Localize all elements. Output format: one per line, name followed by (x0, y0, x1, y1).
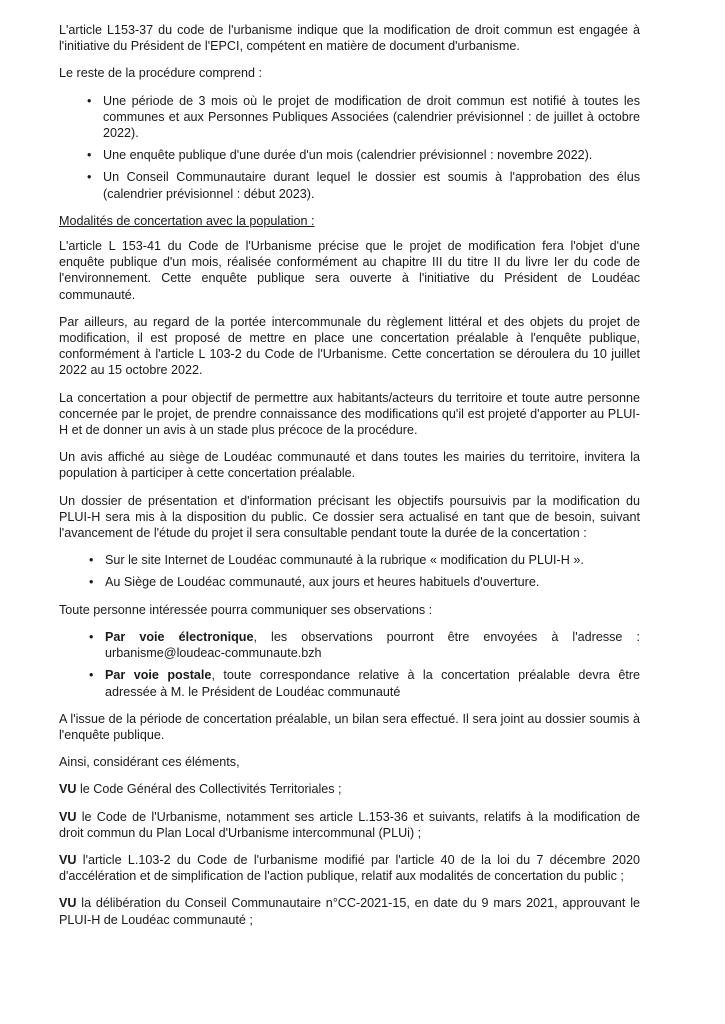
list-item (59, 629, 640, 661)
list-text: , toute correspondance relative à la concertation préalable devra être adressée à M. le Président de Loudéac communauté (105, 668, 641, 699)
observation-list (59, 629, 640, 700)
paragraph: Par ailleurs, au regard de la portée intercommunale du règlement littéral et des objets du projet de modification, il est proposé de mettre en place une concertation préalable à l'enquête publique, conformément à l'article L 103-2 du Code de l'Urbanisme. Cette concertation se déroulera du 10 juillet 2022 au 15 octobre 2022. (59, 314, 640, 378)
consultation-list (59, 552, 640, 590)
vu-clause (59, 809, 640, 841)
vu-text: l'article L.103-2 du Code de l'urbanisme modifié par l'article 40 de la loi du 7 décembre 2020 d'accélération et de simplification de l'action publique, relatif aux modalités de concertation du public ; (59, 852, 640, 884)
paragraph: Un dossier de présentation et d'information précisant les objectifs poursuivis par la modification du PLUI-H sera mis à la disposition du public. Ce dossier sera actualisé en tant que de besoin, suivant l'avancement de l'étude du projet il sera consultable pendant toute la durée de la concertation : (59, 493, 640, 541)
vu-text: la délibération du Conseil Communautaire n°CC-2021-15, en date du 9 mars 2021, approuvant le PLUI-H de Loudéac communauté ; (59, 896, 640, 927)
list-item: • Sur le site Internet de Loudéac communauté à la rubrique « modification du PLUI-H ». (59, 552, 640, 568)
vu-label: VU (59, 896, 77, 911)
paragraph: Le reste de la procédure comprend : (59, 66, 263, 81)
vu-label: VU (59, 809, 77, 824)
paragraph: La concertation a pour objectif de permettre aux habitants/acteurs du territoire et toute autre personne concernée par le projet, de prendre connaissance des modifications qu'il est projeté d'apporter au PLUI-H et de donner un avis à un stade plus précoce de la procédure. (59, 390, 640, 438)
paragraph: Un avis affiché au siège de Loudéac communauté et dans toutes les mairies du territoire, invitera la population à participer à cette concertation préalable. (59, 450, 640, 481)
paragraph: Ainsi, considérant ces éléments, (59, 755, 240, 770)
vu-text: le Code de l'Urbanisme, notamment ses article L.153-36 et suivants, relatifs à la modification de droit commun du Plan Local d'Urbanisme intercommunal (PLUi) ; (59, 809, 640, 840)
vu-clause (59, 781, 640, 797)
vu-label: VU (59, 782, 77, 797)
vu-text: le Code Général des Collectivités Territoriales ; (76, 782, 342, 797)
list-item: • Une période de 3 mois où le projet de modification de droit commun est notifié à toutes les communes et aux Personnes Publiques Associées (calendrier prévisionnel : de juillet à octobre 2022). (59, 93, 640, 142)
list-text: , les observations pourront être envoyées à l'adresse : urbanisme@loudeac-communaute.bzh (105, 629, 640, 661)
list-item: • Au Siège de Loudéac communauté, aux jours et heures habituels d'ouverture. (59, 574, 640, 590)
vu-clause (59, 895, 640, 927)
procedure-list (59, 93, 640, 202)
paragraph: L'article L153-37 du code de l'urbanisme indique que la modification de droit commun est engagée à l'initiative du Président de l'EPCI, compétent en matière de document d'urbanisme. (59, 23, 640, 54)
list-item: • Une enquête publique d'une durée d'un mois (calendrier prévisionnel : novembre 2022). (59, 147, 640, 163)
vu-label: VU (59, 852, 77, 867)
paragraph: A l'issue de la période de concertation préalable, un bilan sera effectué. Il sera joint au dossier soumis à l'enquête publique. (59, 711, 640, 742)
bold-label: Par voie électronique (105, 629, 254, 644)
section-heading: Modalités de concertation avec la population : (59, 213, 315, 228)
paragraph: L'article L 153-41 du Code de l'Urbanisme précise que le projet de modification fera l'objet d'une enquête publique d'un mois, réalisée conformément au chapitre III du titre II du livre Ier du code de l'environnement. Cette enquête publique sera ouverte à l'initiative du Président de Loudéac communauté. (59, 239, 640, 302)
paragraph: Toute personne intéressée pourra communiquer ses observations : (59, 602, 433, 617)
list-item: • Un Conseil Communautaire durant lequel le dossier est soumis à l'approbation des élus (calendrier prévisionnel : début 2023). (59, 169, 640, 201)
list-item (59, 667, 640, 699)
bold-label: Par voie postale (105, 668, 212, 683)
vu-clause (59, 852, 640, 884)
